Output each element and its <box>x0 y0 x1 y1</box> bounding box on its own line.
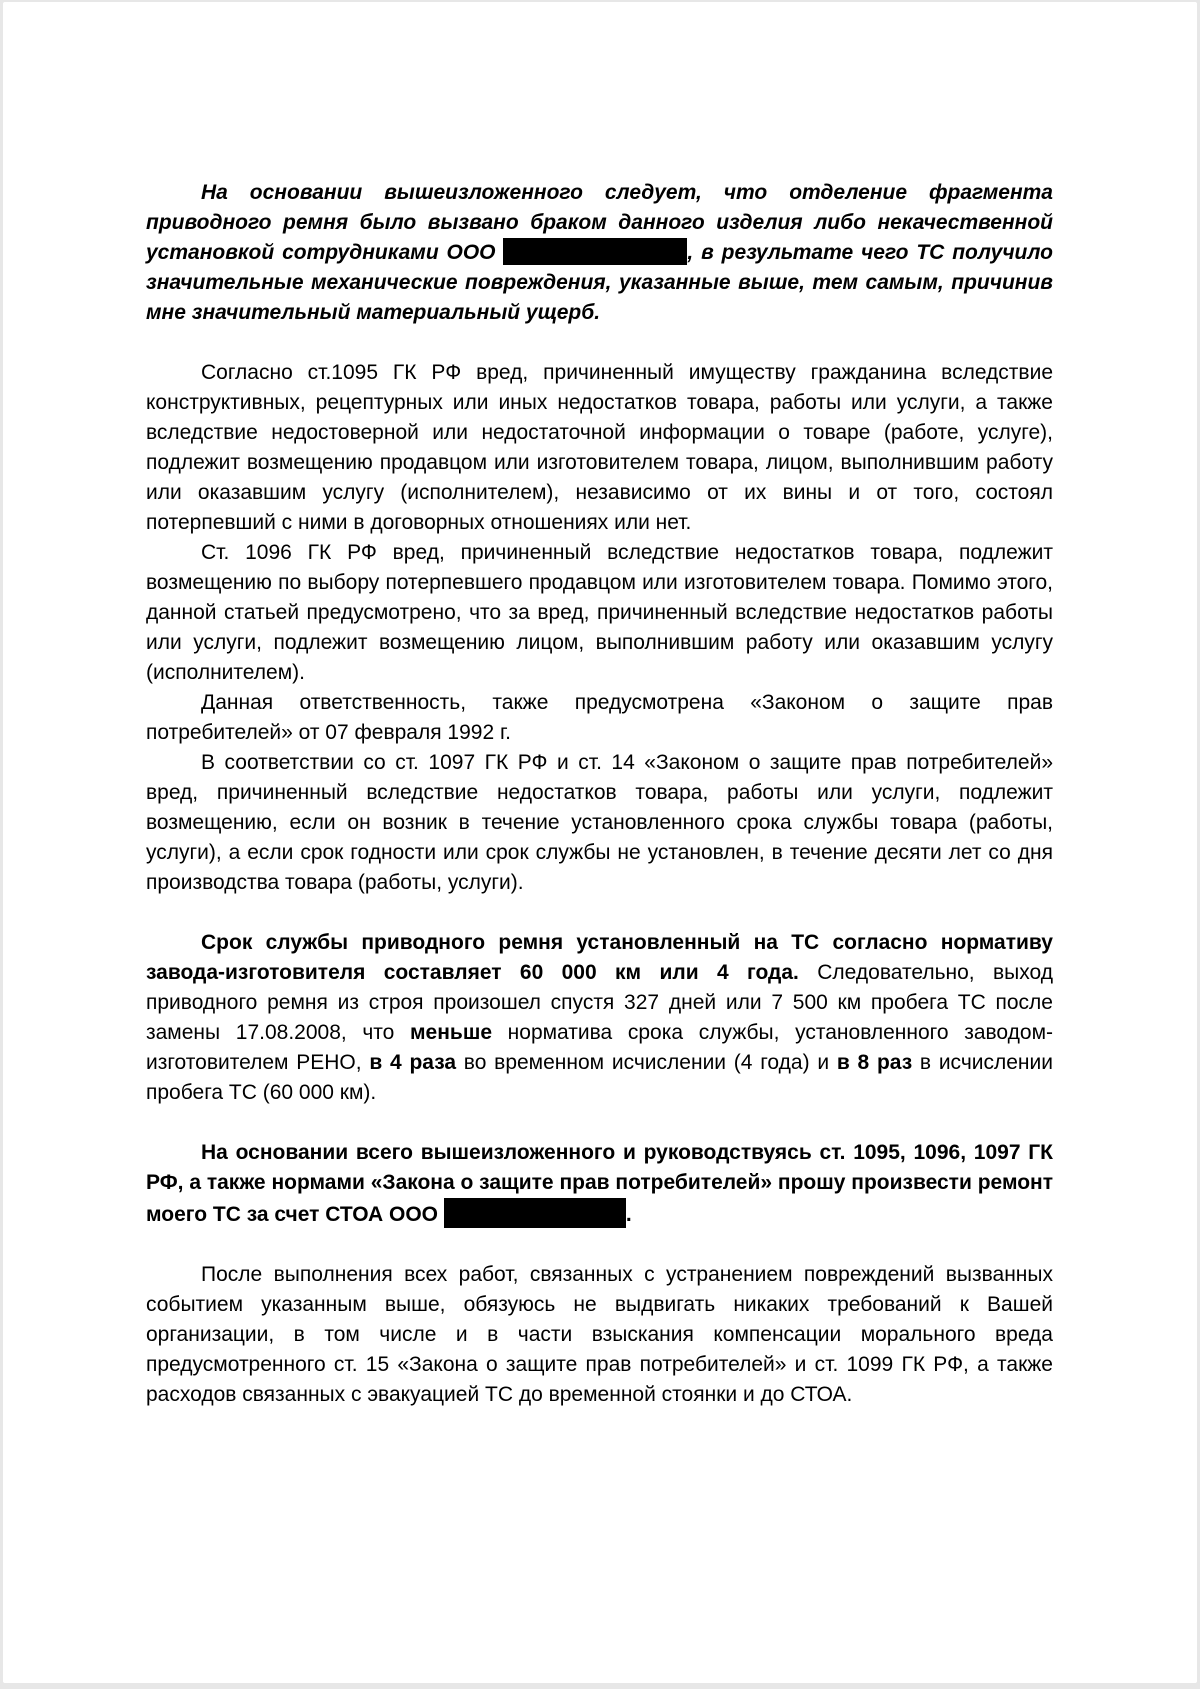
paragraph-text: В соответствии со ст. 1097 ГК РФ и ст. 14 «Законом о защите прав потребителей» вред, причиненный вследствие недостатков товара, работы или услуги, подлежит возмещению, если он возник в течение установленного срока службы товара (работы, услуги), а если срок годности или срок службы не установлен, в течение десяти лет со дня производства товара (работы, услуги). <box>146 751 1053 894</box>
paragraph-article-1095 <box>146 358 1053 538</box>
document-page <box>3 2 1197 1683</box>
paragraph-text-bold: в 8 раз <box>836 1051 913 1074</box>
paragraph-text: в исчислении пробега ТС (60 000 км). <box>146 1051 1053 1104</box>
paragraph-text: На основании всего вышеизложенного и руководствуясь ст. 1095, 1096, 1097 ГК РФ, а также нормами «Закона о защите прав потребителей» прошу произвести ремонт моего ТС за счет СТОА ООО <box>146 1141 1053 1226</box>
paragraph-text: , в результате чего ТС получило значительные механические повреждения, указанные выше, тем самым, причинив мне значительный материальный ущерб. <box>146 241 1053 324</box>
paragraph-text: Следовательно, выход приводного ремня из строя произошел спустя 327 дней или 7 500 км пробега ТС после замены 17.08.2008, что <box>146 961 1053 1044</box>
paragraph-text: Согласно ст.1095 ГК РФ вред, причиненный имуществу гражданина вследствие конструктивных, рецептурных или иных недостатков товара, работы или услуги, а также вследствие недостоверной или недостаточной информации о товаре (работе, услуге), подлежит возмещению продавцом или изготовителем товара, лицом, выполнившим работу или оказавшим услугу (исполнителем), независимо от их вины и от того, состоял потерпевший с ними в договорных отношениях или нет. <box>146 361 1053 534</box>
paragraph-text-bold: Срок службы приводного ремня установленный на ТС согласно нормативу завода-изготовителя составляет 60 000 км или 4 года. <box>146 931 1053 984</box>
paragraph-text: . <box>625 1203 632 1226</box>
paragraph-text-bold: меньше <box>410 1021 493 1044</box>
paragraph-article-1097 <box>146 748 1053 898</box>
paragraph-text: На основании вышеизложенного следует, что отделение фрагмента приводного ремня было вызвано браком данного изделия либо некачественной установкой сотрудниками ООО <box>146 181 1053 264</box>
paragraph-conclusion <box>146 178 1053 328</box>
paragraph-text: Данная ответственность, также предусмотрена «Законом о защите прав потребителей» от 07 февраля 1992 г. <box>146 691 1053 744</box>
paragraph-text: После выполнения всех работ, связанных с устранением повреждений вызванных событием указанным выше, обязуюсь не выдвигать никаких требований к Вашей организации, в том числе и в части взыскания компенсации морального вреда предусмотренного ст. 15 «Закона о защите прав потребителей» и ст. 1099 ГК РФ, а также расходов связанных с эвакуацией ТС до временной стоянки и до СТОА. <box>146 1263 1053 1406</box>
redaction-box-company-name-1 <box>503 238 687 265</box>
paragraph-text-bold: в 4 раза <box>369 1051 457 1074</box>
paragraph-text: норматива срока службы, установленного заводом-изготовителем РЕНО, <box>146 1021 1054 1074</box>
paragraph-service-life <box>146 928 1053 1108</box>
paragraph-repair-demand <box>146 1138 1053 1230</box>
paragraph-text: во временном исчислении (4 года) и <box>456 1051 837 1074</box>
paragraph-consumer-law-1992 <box>146 688 1053 748</box>
paragraph-obligation <box>146 1260 1053 1410</box>
redaction-box-company-name-2 <box>444 1198 626 1228</box>
document-body <box>3 2 1197 1410</box>
paragraph-article-1096 <box>146 538 1053 688</box>
paragraph-text: Ст. 1096 ГК РФ вред, причиненный вследствие недостатков товара, подлежит возмещению по выбору потерпевшего продавцом или изготовителем товара. Помимо этого, данной статьей предусмотрено, что за вред, причиненный вследствие недостатков работы или услуги, подлежит возмещению лицом, выполнившим работу или оказавшим услугу (исполнителем). <box>146 541 1053 684</box>
